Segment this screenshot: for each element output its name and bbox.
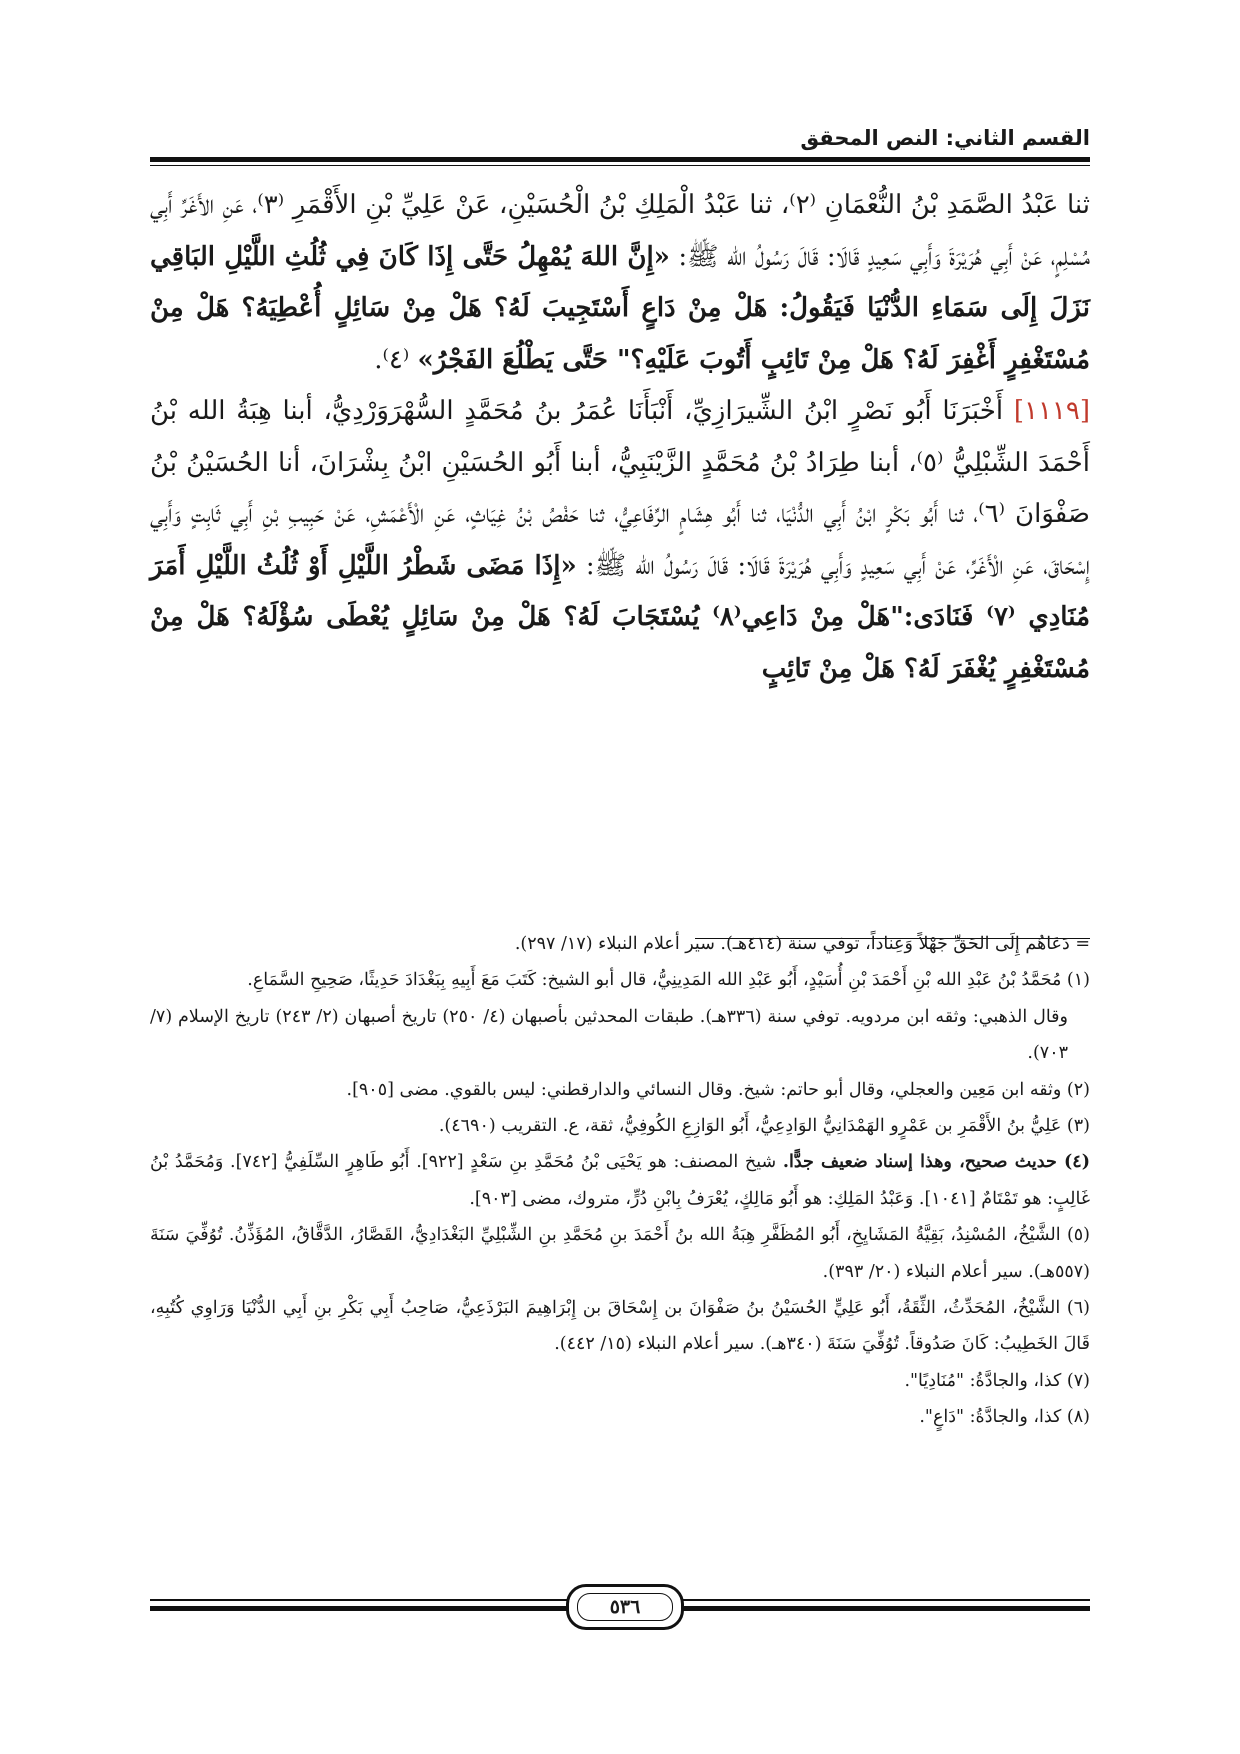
footnote-1: (١) مُحَمَّدُ بْنُ عَبْدِ الله بْنِ أَحْمَدَ بْنِ أُسَيْدٍ، أَبُو عَبْدِ الله المَدِينِيُّ، قال أبو الشيخ: كَتَبَ مَعَ أَبِيهِ بِبَغْدَادَ حَدِيثًا، صَحِيحِ السَّمَاعِ. xyxy=(247,970,1090,991)
footnote-6: (٦) الشَّيْخُ، المُحَدِّثُ، الثِّقَةُ، أَبُو عَلِيٍّ الحُسَيْنُ بنُ صَفْوَانَ بن إِسْحَاقَ بن إِبْرَاهِيمَ البَرْذَعِيُّ، صَاحِبُ أَبِي بَكْرِ بنِ أَبِي الدُّنْيَا وَرَاوِي كُتُبِهِ، قَالَ الخَطِيبُ: كَانَ صَدُوقاً. تُوُفِّيَ سَنَةَ (٣٤٠هـ). سير أعلام النبلاء (١٥/ ٤٤٢). xyxy=(150,1298,1090,1355)
hadith-text: «إِذَا مَضَى شَطْرُ اللَّيْلِ أَوْ ثُلُثُ اللَّيْلِ أَمَرَ مُنَادِي ⁽٧⁾ فَنَادَى:"هَلْ مِنْ دَاعِي⁽٨⁾ يُسْتَجَابَ لَهُ؟ هَلْ مِنْ سَائِلٍ يُعْطَى سُؤْلَهُ؟ هَلْ مِنْ مُسْتَغْفِرٍ يُغْفَرَ لَهُ؟ هَلْ مِنْ تَائِبٍ xyxy=(150,550,1090,684)
footnote-4 xyxy=(150,1144,1090,1217)
running-header xyxy=(150,118,1090,162)
footnote-1-continuation: وقال الذهبي: وثقه ابن مردويه. توفي سنة (٣٣٦هـ). طبقات المحدثين بأصبهان (٤/ ٢٥٠) تاريخ أصبهان (٢/ ٢٤٣) تاريخ الإسلام (٧/ ٧٠٣). xyxy=(150,1006,1069,1064)
footnote-4-grade: (٤) حديث صحيح، وهذا إسناد ضعيف جدًّا. xyxy=(782,1152,1090,1173)
page-number: ٥٣٦ xyxy=(577,1593,673,1621)
page-number-frame xyxy=(566,1584,684,1630)
footnote-4-text: شيخ المصنف: هو يَحْيَى بْنُ مُحَمَّدِ بنِ سَعْدٍ [٩٢٢]. أَبُو طَاهِرٍ السِّلَفِيُّ [٧٤٢]. وَمُحَمَّدُ بْنُ غَالِبٍ: هو تَمْتَامٌ [١٠٤١]. وَعَبْدُ المَلِكِ: هو أَبُو مَالِكٍ، يُعْرَفُ بِابْنِ دُرٍّ، متروك، مضى [٩٠٣]. xyxy=(150,1152,1090,1209)
paragraph-tail: ⁽٤⁾. xyxy=(374,344,418,375)
hadith-number: [١١١٩] xyxy=(1013,396,1090,426)
footnotes xyxy=(150,926,1090,1436)
footnote-5: (٥) الشَّيْخُ، المُسْنِدُ، بَقِيَّةُ المَشَايِخِ، أَبُو المُظَفَّرِ هِبَةُ الله بنُ أَحْمَدَ بنِ مُحَمَّدِ بنِ الشِّبْلِيِّ البَغْدَادِيُّ، القَصَّارُ، الدَّقَّاقُ، المُؤَذِّنُ. تُوُفِّيَ سَنَةَ (٥٥٧هـ). سير أعلام النبلاء (٢٠/ ٣٩٣). xyxy=(150,1225,1090,1282)
main-text xyxy=(150,180,1090,695)
footnote-2: (٢) وثقه ابن مَعِين والعجلي، وقال أبو حاتم: شيخ. وقال النسائي والدارقطني: ليس بالقوي. مضى [٩٠٥]. xyxy=(346,1079,1090,1100)
footnote-3: (٣) عَلِيُّ بنُ الأَقْمَرِ بن عَمْرٍو الهَمْدَانِيُّ الوَادِعِيُّ، أَبُو الوَازِعِ الكُوفِيُّ، ثقة، ع. التقريب (٤٦٩٠). xyxy=(438,1116,1090,1137)
footnote-continuation: = دَعَاهُم إِلَى الحَقِّ جَهْلاً وَعِناداً، توفي سنة (٤١٤هـ). سير أعلام النبلاء (١٧/ ٢٩٧). xyxy=(514,934,1090,954)
hadith-text: «إِنَّ اللهَ يُمْهِلُ حَتَّى إِذَا كَانَ فِي ثُلُثِ اللَّيْلِ البَاقِي نَزَلَ إِلَى سَمَاءِ الدُّنْيَا فَيَقُولُ: هَلْ مِنْ دَاعٍ أَسْتَجِيبَ لَهُ؟ هَلْ مِنْ سَائِلٍ أُعْطِيَهُ؟ هَلْ مِنْ مُسْتَغْفِرٍ أَغْفِرَ لَهُ؟ هَلْ مِنْ تَائِبٍ أَتُوبَ عَلَيْهِ؟" حَتَّى يَطْلُعَ الفَجْرُ» xyxy=(150,241,1090,375)
isnad-text: أَخْبَرَنَا أَبُو نَصْرٍ ابْنُ الشِّيرَازِيِّ، أَنْبَأَنَا عُمَرُ بنُ مُحَمَّدٍ السُّهْرَوَرْدِيُّ، أبنا هِبَةُ الله بْنُ أَحْمَدَ الشِّبْلِيُّ ⁽٥⁾، أبنا طِرَادُ بْنُ مُحَمَّدٍ الزَّيْنَبِيُّ، أبنا أَبُو الحُسَيْنِ ابْنُ بِشْرَانَ، أنا الحُسَيْنُ بْنُ صَفْوَانَ ⁽٦⁾، ثنا أَبُو بَكْرٍ ابْنُ أَبِي الدُّنْيَا، ثنا أَبُو هِشَامٍ الرِّفَاعِيُّ، ثنا حَفْصُ بْنُ غِيَاثٍ، عَنِ الْأَعْمَشِ، عَنْ حَبِيبِ بْنِ أَبِي ثَابِتٍ وَأَبِي إِسْحَاقَ، عَنِ الْأَغَرِّ، عَنْ أَبِي سَعِيدٍ وَأَبِي هُرَيْرَةَ قَالَا: قَالَ رَسُولُ الله ﷺ: xyxy=(150,396,1090,581)
isnad-text: ثنا عَبْدُ الصَّمَدِ بْنُ النُّعْمَانِ ⁽٢⁾، ثنا عَبْدُ الْمَلِكِ بْنُ الْحُسَيْنِ، عَنْ عَلِيِّ بْنِ الأَقْمَرِ ⁽٣⁾، عَنِ الأَغَرِّ أَبِي مُسْلِمٍ، عَنْ أَبِي هُرَيْرَةَ وَأَبِي سَعِيدٍ قَالَا: قَالَ رَسُولُ الله ﷺ: xyxy=(150,190,1091,272)
paragraph-1 xyxy=(150,180,1090,386)
section-title: القسم الثاني: النص المحقق xyxy=(800,126,1090,150)
header-rule-thick xyxy=(150,157,1090,162)
footnote-8: (٨) كذا، والجادَّةُ: "دَاعٍ". xyxy=(919,1407,1090,1428)
paragraph-2 xyxy=(150,386,1090,695)
header-rule-thin xyxy=(150,165,1090,166)
footnote-7: (٧) كذا، والجادَّةُ: "مُنَادِيًا". xyxy=(904,1370,1090,1391)
